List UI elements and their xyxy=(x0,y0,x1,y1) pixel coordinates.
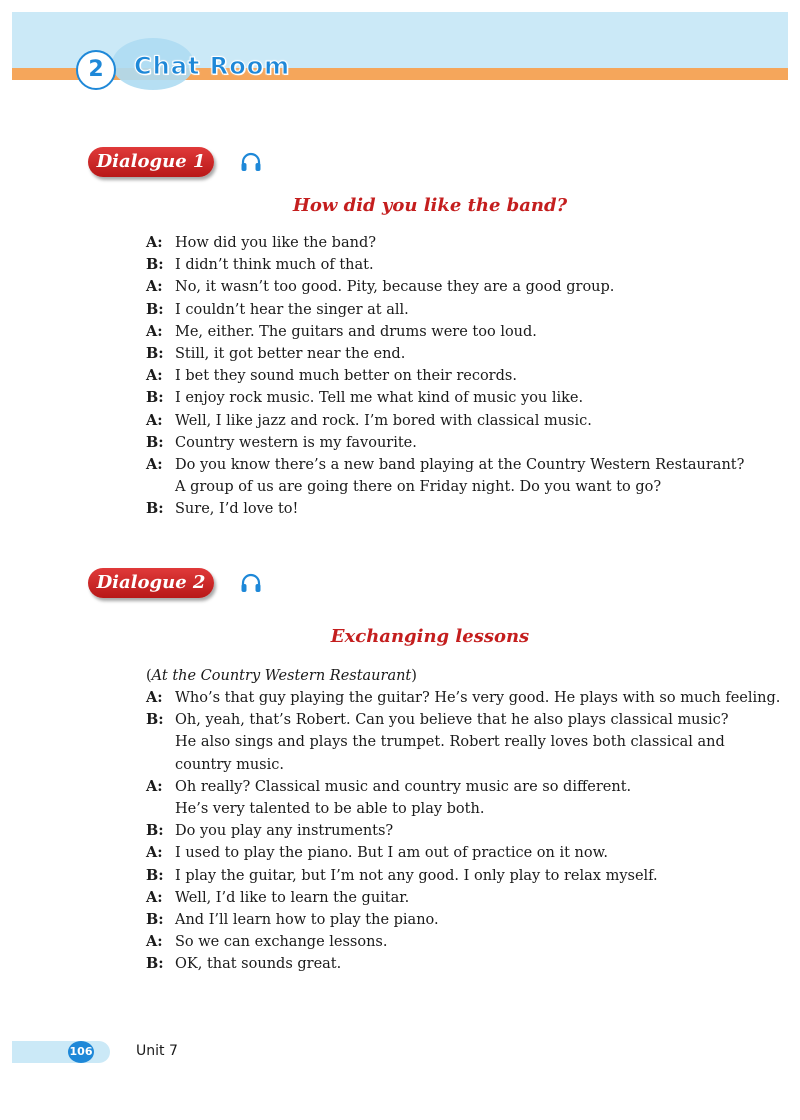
line-text: So we can exchange lessons. xyxy=(175,934,388,951)
line-text: How did you like the band? xyxy=(175,235,377,251)
dialogue-line xyxy=(146,276,756,298)
dialogue-line xyxy=(146,343,756,365)
line-text: Do you play any instruments? xyxy=(175,823,394,840)
speaker-label: B: xyxy=(146,345,164,363)
speaker-label: B: xyxy=(146,256,164,274)
line-text: I enjoy rock music. Tell me what kind of music you like. xyxy=(175,390,584,407)
scene-description xyxy=(146,665,756,687)
dialogue-line xyxy=(146,776,756,798)
speaker-label: A: xyxy=(146,234,163,251)
scene-open: ( xyxy=(146,668,152,684)
page-number: 106 xyxy=(68,1041,94,1063)
speaker-label: B: xyxy=(146,822,164,840)
speaker-label: A: xyxy=(146,888,163,906)
speaker-label: B: xyxy=(146,911,164,929)
headphones-icon[interactable] xyxy=(240,573,262,593)
line-text: Do you know there’s a new band playing at the Country Western Restaurant? xyxy=(175,457,745,474)
speaker-label: B: xyxy=(146,389,164,407)
dialogue-2-label: Dialogue 2 xyxy=(88,568,214,598)
headphones-icon[interactable] xyxy=(240,152,262,172)
dialogue-2-text xyxy=(146,687,781,976)
dialogue-line xyxy=(146,254,756,276)
line-continuation: country music. xyxy=(175,756,284,773)
line-text: Still, it got better near the end. xyxy=(175,346,406,363)
dialogue-line xyxy=(146,887,756,909)
section-title: Chat Room xyxy=(134,52,291,80)
speaker-label: B: xyxy=(146,300,164,318)
dialogue-line xyxy=(146,498,756,520)
speaker-label: A: xyxy=(146,933,163,951)
speaker-label: B: xyxy=(146,500,164,518)
scene-close: ) xyxy=(411,668,417,684)
speaker-label: B: xyxy=(146,711,164,729)
dialogue-line xyxy=(146,321,756,343)
dialogue-line xyxy=(146,387,756,409)
line-text: I bet they sound much better on their records. xyxy=(175,368,517,385)
dialogue-line xyxy=(146,865,756,887)
speaker-label: A: xyxy=(146,322,163,340)
dialogue-line xyxy=(146,820,756,842)
dialogue-2-title: Exchanging lessons xyxy=(330,626,530,647)
line-text: I couldn’t hear the singer at all. xyxy=(175,301,409,318)
line-text: I didn’t think much of that. xyxy=(175,257,374,274)
dialogue-line xyxy=(146,410,756,432)
line-text: I play the guitar, but I’m not any good. I only play to relax myself. xyxy=(175,867,658,884)
speaker-label: A: xyxy=(146,411,163,429)
line-text: Well, I’d like to learn the guitar. xyxy=(175,889,410,906)
dialogue-line xyxy=(146,432,756,454)
dialogue-line xyxy=(146,454,756,476)
dialogue-line xyxy=(146,953,756,975)
line-text: I used to play the piano. But I am out of practice on it now. xyxy=(175,845,608,862)
dialogue-line xyxy=(146,687,781,709)
speaker-label: A: xyxy=(146,367,163,385)
line-text: Country western is my favourite. xyxy=(175,434,417,451)
line-continuation: He’s very talented to be able to play both. xyxy=(175,801,485,818)
line-text: Who’s that guy playing the guitar? He’s very good. He plays with so much feeling. xyxy=(175,690,781,706)
section-number-badge: 2 xyxy=(76,50,116,90)
line-continuation: A group of us are going there on Friday night. Do you want to go? xyxy=(175,479,662,496)
speaker-label: A: xyxy=(146,777,163,795)
dialogue-line xyxy=(146,365,756,387)
line-continuation: He also sings and plays the trumpet. Robert really loves both classical and xyxy=(175,734,725,751)
dialogue-line xyxy=(146,842,756,864)
line-text: And I’ll learn how to play the piano. xyxy=(175,912,439,929)
speaker-label: A: xyxy=(146,278,163,296)
dialogue-line xyxy=(146,232,756,254)
line-text: Oh really? Classical music and country music are so different. xyxy=(175,778,632,795)
line-text: Me, either. The guitars and drums were too loud. xyxy=(175,323,537,340)
speaker-label: A: xyxy=(146,844,163,862)
line-text: Well, I like jazz and rock. I’m bored with classical music. xyxy=(175,412,592,429)
line-text: No, it wasn’t too good. Pity, because they are a good group. xyxy=(175,279,615,296)
speaker-label: B: xyxy=(146,955,164,973)
speaker-label: A: xyxy=(146,689,163,706)
footer-band xyxy=(12,1041,110,1063)
dialogue-line xyxy=(146,709,756,731)
dialogue-line xyxy=(146,909,756,931)
line-text: Sure, I’d love to! xyxy=(175,501,299,518)
scene-text: At the Country Western Restaurant xyxy=(151,668,412,684)
speaker-label: B: xyxy=(146,433,164,451)
line-text: Oh, yeah, that’s Robert. Can you believe that he also plays classical music? xyxy=(175,712,729,729)
dialogue-line xyxy=(146,299,756,321)
line-text: OK, that sounds great. xyxy=(175,956,342,973)
dialogue-1-title: How did you like the band? xyxy=(292,195,568,216)
dialogue-1-text xyxy=(146,232,756,521)
speaker-label: B: xyxy=(146,866,164,884)
speaker-label: A: xyxy=(146,456,163,474)
dialogue-line xyxy=(146,931,756,953)
dialogue-1-label: Dialogue 1 xyxy=(88,147,214,177)
unit-label: Unit 7 xyxy=(136,1043,178,1059)
